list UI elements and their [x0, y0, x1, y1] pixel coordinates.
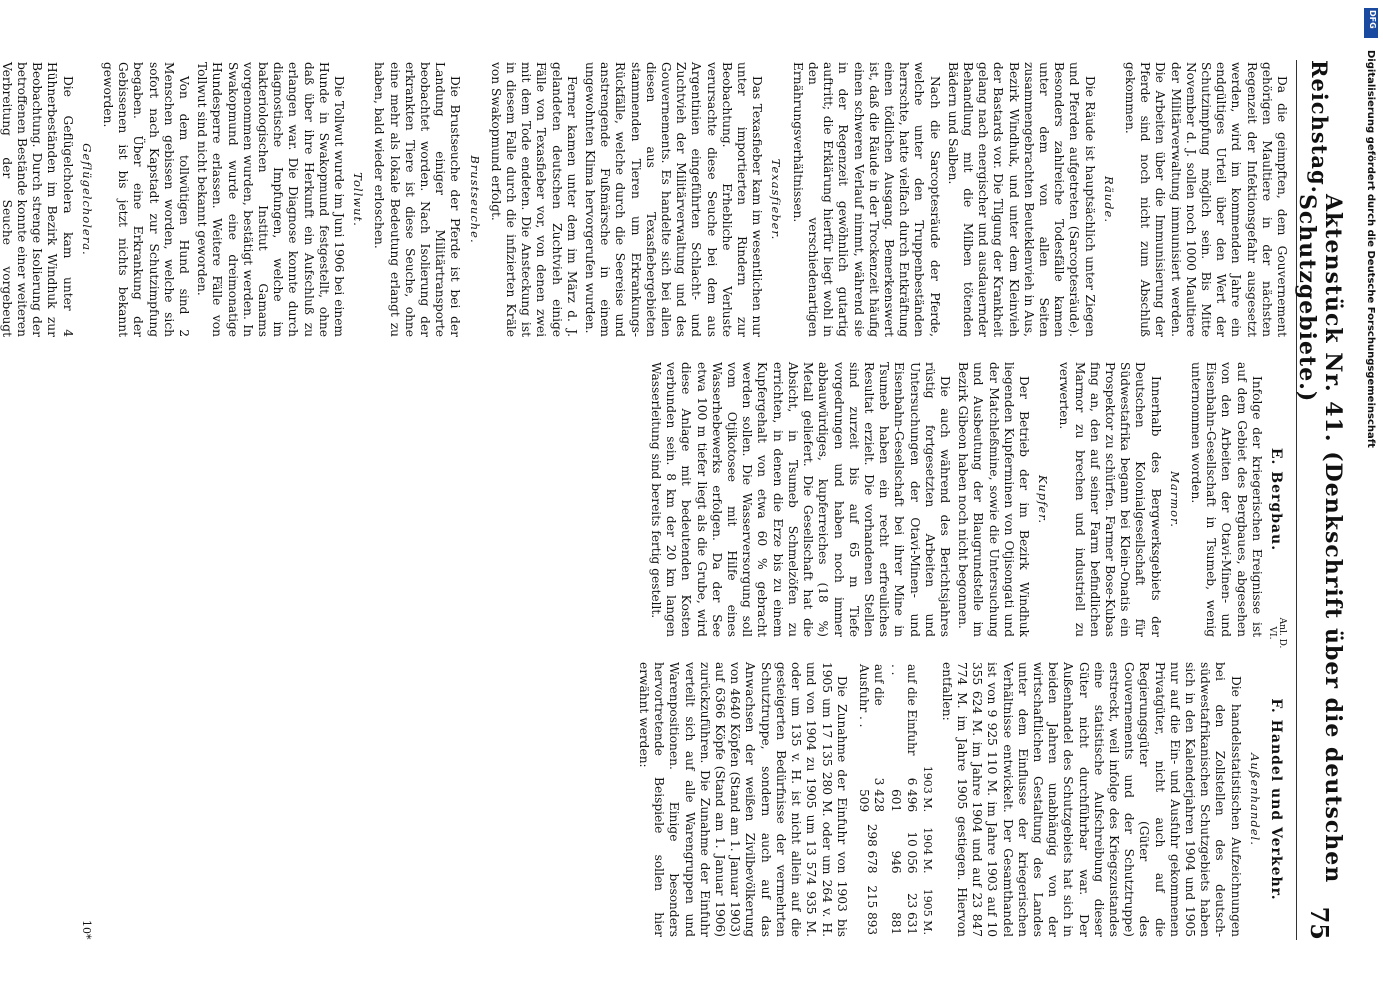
newspaper-page [0, 50, 1346, 950]
table-row [887, 662, 919, 937]
table-header-row [920, 662, 935, 937]
table-cell: 298 678 [864, 823, 879, 874]
table-cell: 10 056 946 [889, 831, 919, 874]
table-cell: auf die Ausfuhr . . [856, 664, 887, 728]
paragraph: Die Räude ist hauptsächlich unter Ziegen und Pferden aufgetreten (Sarcoptesräude). Besonders zahlreiche Todesfälle kamen unter dem von allen Seiten zusammengebrachten Beuteklenvieh in Aus, Bezirk Windhuk, und unter dem Kleinvieh der Bastards vor. Die Tilgung der Krankheit gelang nach energischer und ausdauernder Behandlung mit die Milben tötenden Bädern und Salben. [945, 62, 1097, 337]
paragraph: Innerhalb des Bergwerksgebiets der Deutschen Kolonialgesellschaft für Südwestafrika begann bei Klein-Onatis ein Prospektor zu schürfen. Farmer Bose-Kubas fing an, den auf seiner Farm befindlichen Marmor zu brechen und industriell zu verwerten. [1057, 362, 1163, 637]
table-cell: 215 893 [864, 885, 879, 935]
paragraph: Die Tollwut wurde im Juni 1906 bei einem Hunde in Swakopmund festgestellt, ohne daß über ihre Herkunft ein Aufschluß zu erlangen war. Die Diagnose konnte durch diagnostische Impfungen, welche im bakteriologischen Institut Gamams vorgenommen wurden, bestätigt werden. In Swakopmund wurde eine dreimonatige Hundesperre erlassen. Weitere Fälle von Tollwut sind nicht bekannt geworden. [195, 62, 347, 337]
paragraph: Das Texasfieber kam im wesentlichen nur unter importierten Rindern zur Beobachtung. Erhebliche Verluste verursachte diese Seuche bei dem aus Argentinien eingeführten Schlacht- und Zuchtvieh der Militärverwaltung und des Gouvernements. Es handelte sich bei allen diesen aus Texasfiebergebieten stammenden Tieren um Erkrankungs-Rückfälle, welche durch die Seereise und anstrengende Fußmärsche in einem ungewohnten Klima hervorgerufen wurden. [583, 62, 765, 337]
section-heading: Räude. [1101, 175, 1116, 223]
paragraph: Die Zunahme der Einfuhr von 1903 bis 1905 um 17 135 280 M. oder um 264 v. H. und von 1904 zu 1905 um 13 574 935 M. oder um 135 v. H. ist nicht allein auf die gesteigerten Bedürfnisse der vermehrten Schutztruppe, sondern auch auf das Anwachsen der weißen Zivilbevölkerung von 4640 Köpfen (Stand am 1. Januar 1903) auf 6366 Köpfe (Stand am 1. Januar 1906) zurückzuführen. Die Zunahme der Einfuhr verteilt sich auf alle Warengruppen und Warenpositionen. Einige besonders hervortretende Beispiele sollen hier erwähnt werden: [637, 662, 849, 937]
trade-table [855, 662, 935, 937]
column-2 [645, 362, 1289, 637]
page-number: 75 [1305, 906, 1335, 940]
table-cell: 6 496 601 [889, 777, 919, 813]
section-heading: Marmor. [1167, 471, 1182, 528]
paragraph: Der Betrieb der im Bezirk Windhuk liegenden Kupferminen von Otjisongati und der Matchleßmine, sowie die Untersuchung und Ausbeutung der Blaugrundstelle im Bezirk Gibeon haben noch nicht begonnen. [956, 362, 1031, 637]
table-row [855, 662, 887, 937]
table-cell: 3 428 509 [856, 777, 887, 813]
digitization-note [1362, 10, 1376, 990]
digitization-note-text: Digitalisierung gefördert durch die Deutsche Forschungsgemeinschaft [1365, 50, 1376, 448]
paragraph: Die Brustseuche der Pferde ist bei der Landung einiger Militärtransporte beobachtet worden. Nach Isolierung der erkrankten Tiere ist diese Seuche, ohne eine mehr als lokale Bedeutung erlangt zu haben, bald wieder erloschen. [372, 62, 463, 337]
page-footer: 10* [80, 920, 93, 940]
section-heading: Tollwut. [351, 172, 366, 227]
paragraph: Da die geimpften, dem Gouvernement gehörigen Maultiere in der nächsten Regenzeit der Infektionsgefahr ausgesetzt werden, wird im kommenden Jahre ein endgültiges Urteil über den Wert der Schutzimpfung möglich sein. Bis Mitte November d. J. sollen noch 1000 Maultiere der Militärverwaltung immunisiert werden. Die Arbeiten über die Immunisierung der Pferde sind noch nicht zum Abschluß gekommen. [1122, 62, 1289, 337]
paragraph: Die auch während des Berichtsjahres rüstig fortgesetzten Arbeiten und Untersuchungen der Otavi-Minen- und Eisenbahn-Gesellschaft bei ihrer Mine in Tsumeb haben ein recht erfreuliches Resultat erzielt. Die vorhandenen Stellen sind zurzeit bis auf 65 m Tiefe vorgedrungen und haben noch immer abbauwürdiges, kupferreiches (18 %) Metall geliefert. Die Gesellschaft hat die Absicht, in Tsumeb Schmelzöfen zu errichten, in denen die Erze bis zu einem Kupfergehalt von etwa 60 % gebracht werden sollen. Die Wasserversorgung soll vom Otjikotosee mit Hilfe eines Wasserhebewerks erfolgen. Da der See etwa 100 m tiefer liegt als die Grube, wird diese Anlage mit bedeutenden Kosten verbunden sein. 8 km der 20 km langen Wasserleitung sind bereits fertig gestellt. [649, 362, 952, 637]
table-header-cell [920, 662, 935, 758]
paragraph: Infolge der kriegerischen Ereignisse ist auf dem Gebiet des Bergbaues, abgesehen von den Arbeiten der Otavi-Minen- und Eisenbahn-Gesellschaft in Tsumeb, wenig unternommen worden. [1188, 362, 1264, 637]
header-title: Aktenstück Nr. 41. (Denkschrift über die deutschen Schutzgebiete.) [1294, 193, 1346, 884]
header-left: Reichstag. [1307, 60, 1333, 194]
table-cell: 23 631 881 [889, 893, 919, 935]
section-heading: Geflügelcholera. [79, 143, 94, 256]
column-1 [0, 62, 1289, 337]
paragraph: Ferner kamen unter dem im März d. J. gelandeten deutschen Zuchtvieh einige Fälle von Texasfieber vor, von denen zwei mit dem Tode endeten. Die Ansteckung ist in diesem Falle durch die infizierten Kräle von Swakopmund erfolgt. [488, 62, 579, 337]
chapter-heading: E. Bergbau. [1268, 447, 1284, 552]
column-3 [633, 662, 1289, 937]
section-heading: Brustseuche. [467, 155, 482, 244]
section-heading: Texasfieber. [769, 158, 784, 241]
section-heading: Kupfer. [1036, 474, 1051, 525]
section-heading: Außenhandel. [1247, 753, 1262, 846]
table-header-cell: 1904 M. [920, 827, 934, 874]
paragraph: Von dem tollwütigen Hund sind 2 Menschen gebissen worden, welche sich sofort nach Kapstadt zur Schutzimpfung begaben. Über eine Erkrankung der Gebissenen ist bis jetzt nichts bekannt geworden. [100, 62, 191, 337]
chapter-heading: F. Handel und Verkehr. [1268, 698, 1284, 901]
dfg-logo-label: DFG [1368, 10, 1377, 29]
table-cell: auf die Einfuhr . . [889, 664, 919, 756]
paragraph: Nach die Sarcoptesräude der Pferde, welche unter den Truppenbeständen herrschte, hatte vielfach durch Entkräftung einen tödlichen Ausgang. Bemerkenswert ist, daß die Räude in der Trockenzeit häufig einen schweren Verlauf nimmt, während sie in der Regenzeit gewöhnlich gutartig auftritt; die Erklärung hierfür liegt wohl in den verschiedenartigen Ernährungsverhältnissen. [790, 62, 942, 337]
paragraph: Die handelsstatistischen Aufzeichnungen bei den Zollstellen des deutsch-südwestafrikanischen Schutzgebiets haben sich in den Kalenderjahren 1904 und 1905 nur auf die Ein- und Ausfuhr gekommenen Privatgüter, nicht auch auf die Regierungsgüter (Güter des Gouvernements und der Schutztruppe) erstreckt, weil infolge des Kriegszustandes eine statistische Aufschreibung dieser Güter nicht durchführbar war. Der Außenhandel des Schutzgebiets hat sich in beiden Jahren unabhängig von der wirtschaftlichen Gestaltung des Landes unter dem Einflusse der kriegerischen Verhältnisse entwickelt. Der Gesamthandel ist von 9 925 110 M. im Jahre 1903 auf 10 355 624 M. im Jahre 1904 und auf 23 847 774 M. im Jahre 1905 gestiegen. Hiervon entfallen: [939, 662, 1243, 937]
page-header [1294, 60, 1346, 940]
table-header-cell: 1903 M. [920, 765, 934, 813]
paragraph: Die Geflügelcholera kam unter 4 Hühnerbeständen im Bezirk Windhuk zur Beobachtung. Durch strenge Isolierung der betroffenen Bestände konnte einer weiteren Verbreitung der Seuche vorgebeugt [0, 62, 75, 337]
table-header-cell: 1905 M. [920, 888, 934, 935]
margin-note: Anl. D. VI. [1267, 617, 1287, 649]
